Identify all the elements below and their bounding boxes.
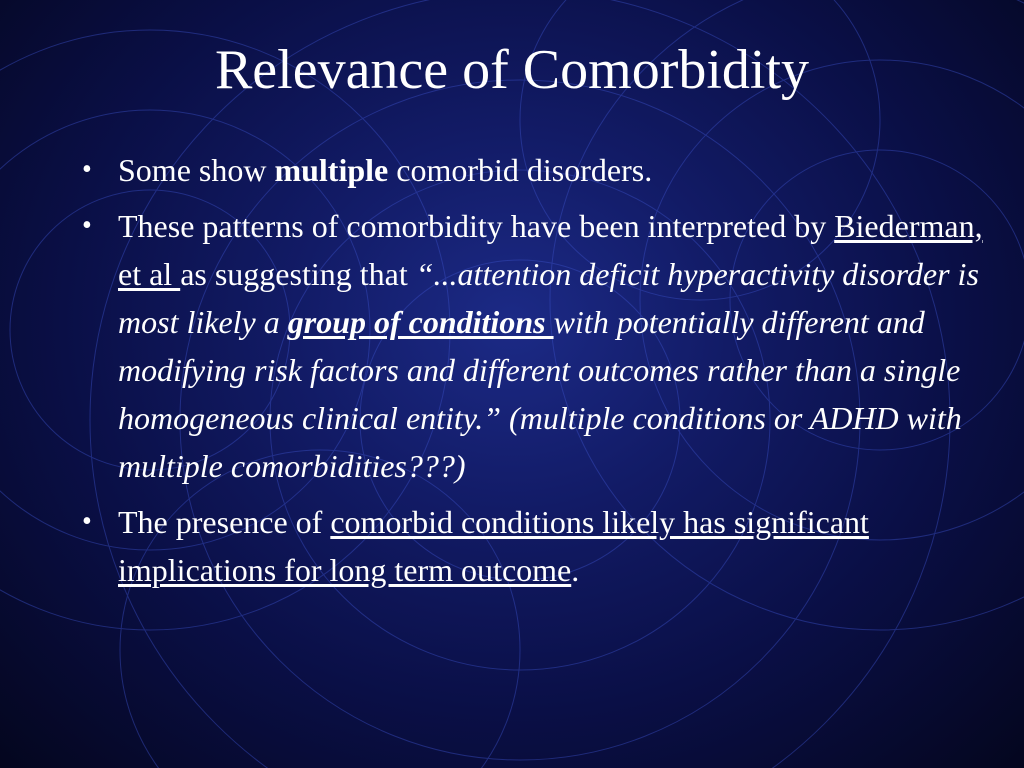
bullet-icon: • xyxy=(82,154,92,185)
bullet-text: Some show xyxy=(118,152,275,188)
bullet-list xyxy=(82,146,992,602)
bullet-icon: • xyxy=(82,506,92,537)
bullet-text-underlined: comorbid conditions likely has significant implications for long term outcome xyxy=(118,504,869,588)
biederman-link[interactable]: Biederman, et al xyxy=(118,208,983,292)
bullet-item-presence xyxy=(82,498,992,594)
bullet-text-bold: multiple xyxy=(274,152,389,188)
quote-text: with potentially different and modifying risk factors and different outcomes rather than a single homogeneous clinical entity.” (multiple conditions or ADHD with multiple comorbidities???) xyxy=(118,304,962,484)
bullet-text: comorbid disorders. xyxy=(388,152,653,188)
bullet-text: . xyxy=(571,552,580,588)
bullet-text: These patterns of comorbidity have been interpreted by xyxy=(118,208,835,244)
quote-emphasis: group of conditions xyxy=(287,304,554,340)
bullet-icon: • xyxy=(82,210,92,241)
bullet-item-patterns xyxy=(82,202,992,490)
bullet-text: as suggesting that xyxy=(180,256,416,292)
slide-title: Relevance of Comorbidity xyxy=(214,39,810,101)
bullet-text: The presence of xyxy=(118,504,331,540)
quote-text: “...attention deficit hyperactivity disorder is most likely a xyxy=(118,256,979,340)
bullet-item-multiple xyxy=(82,146,992,194)
